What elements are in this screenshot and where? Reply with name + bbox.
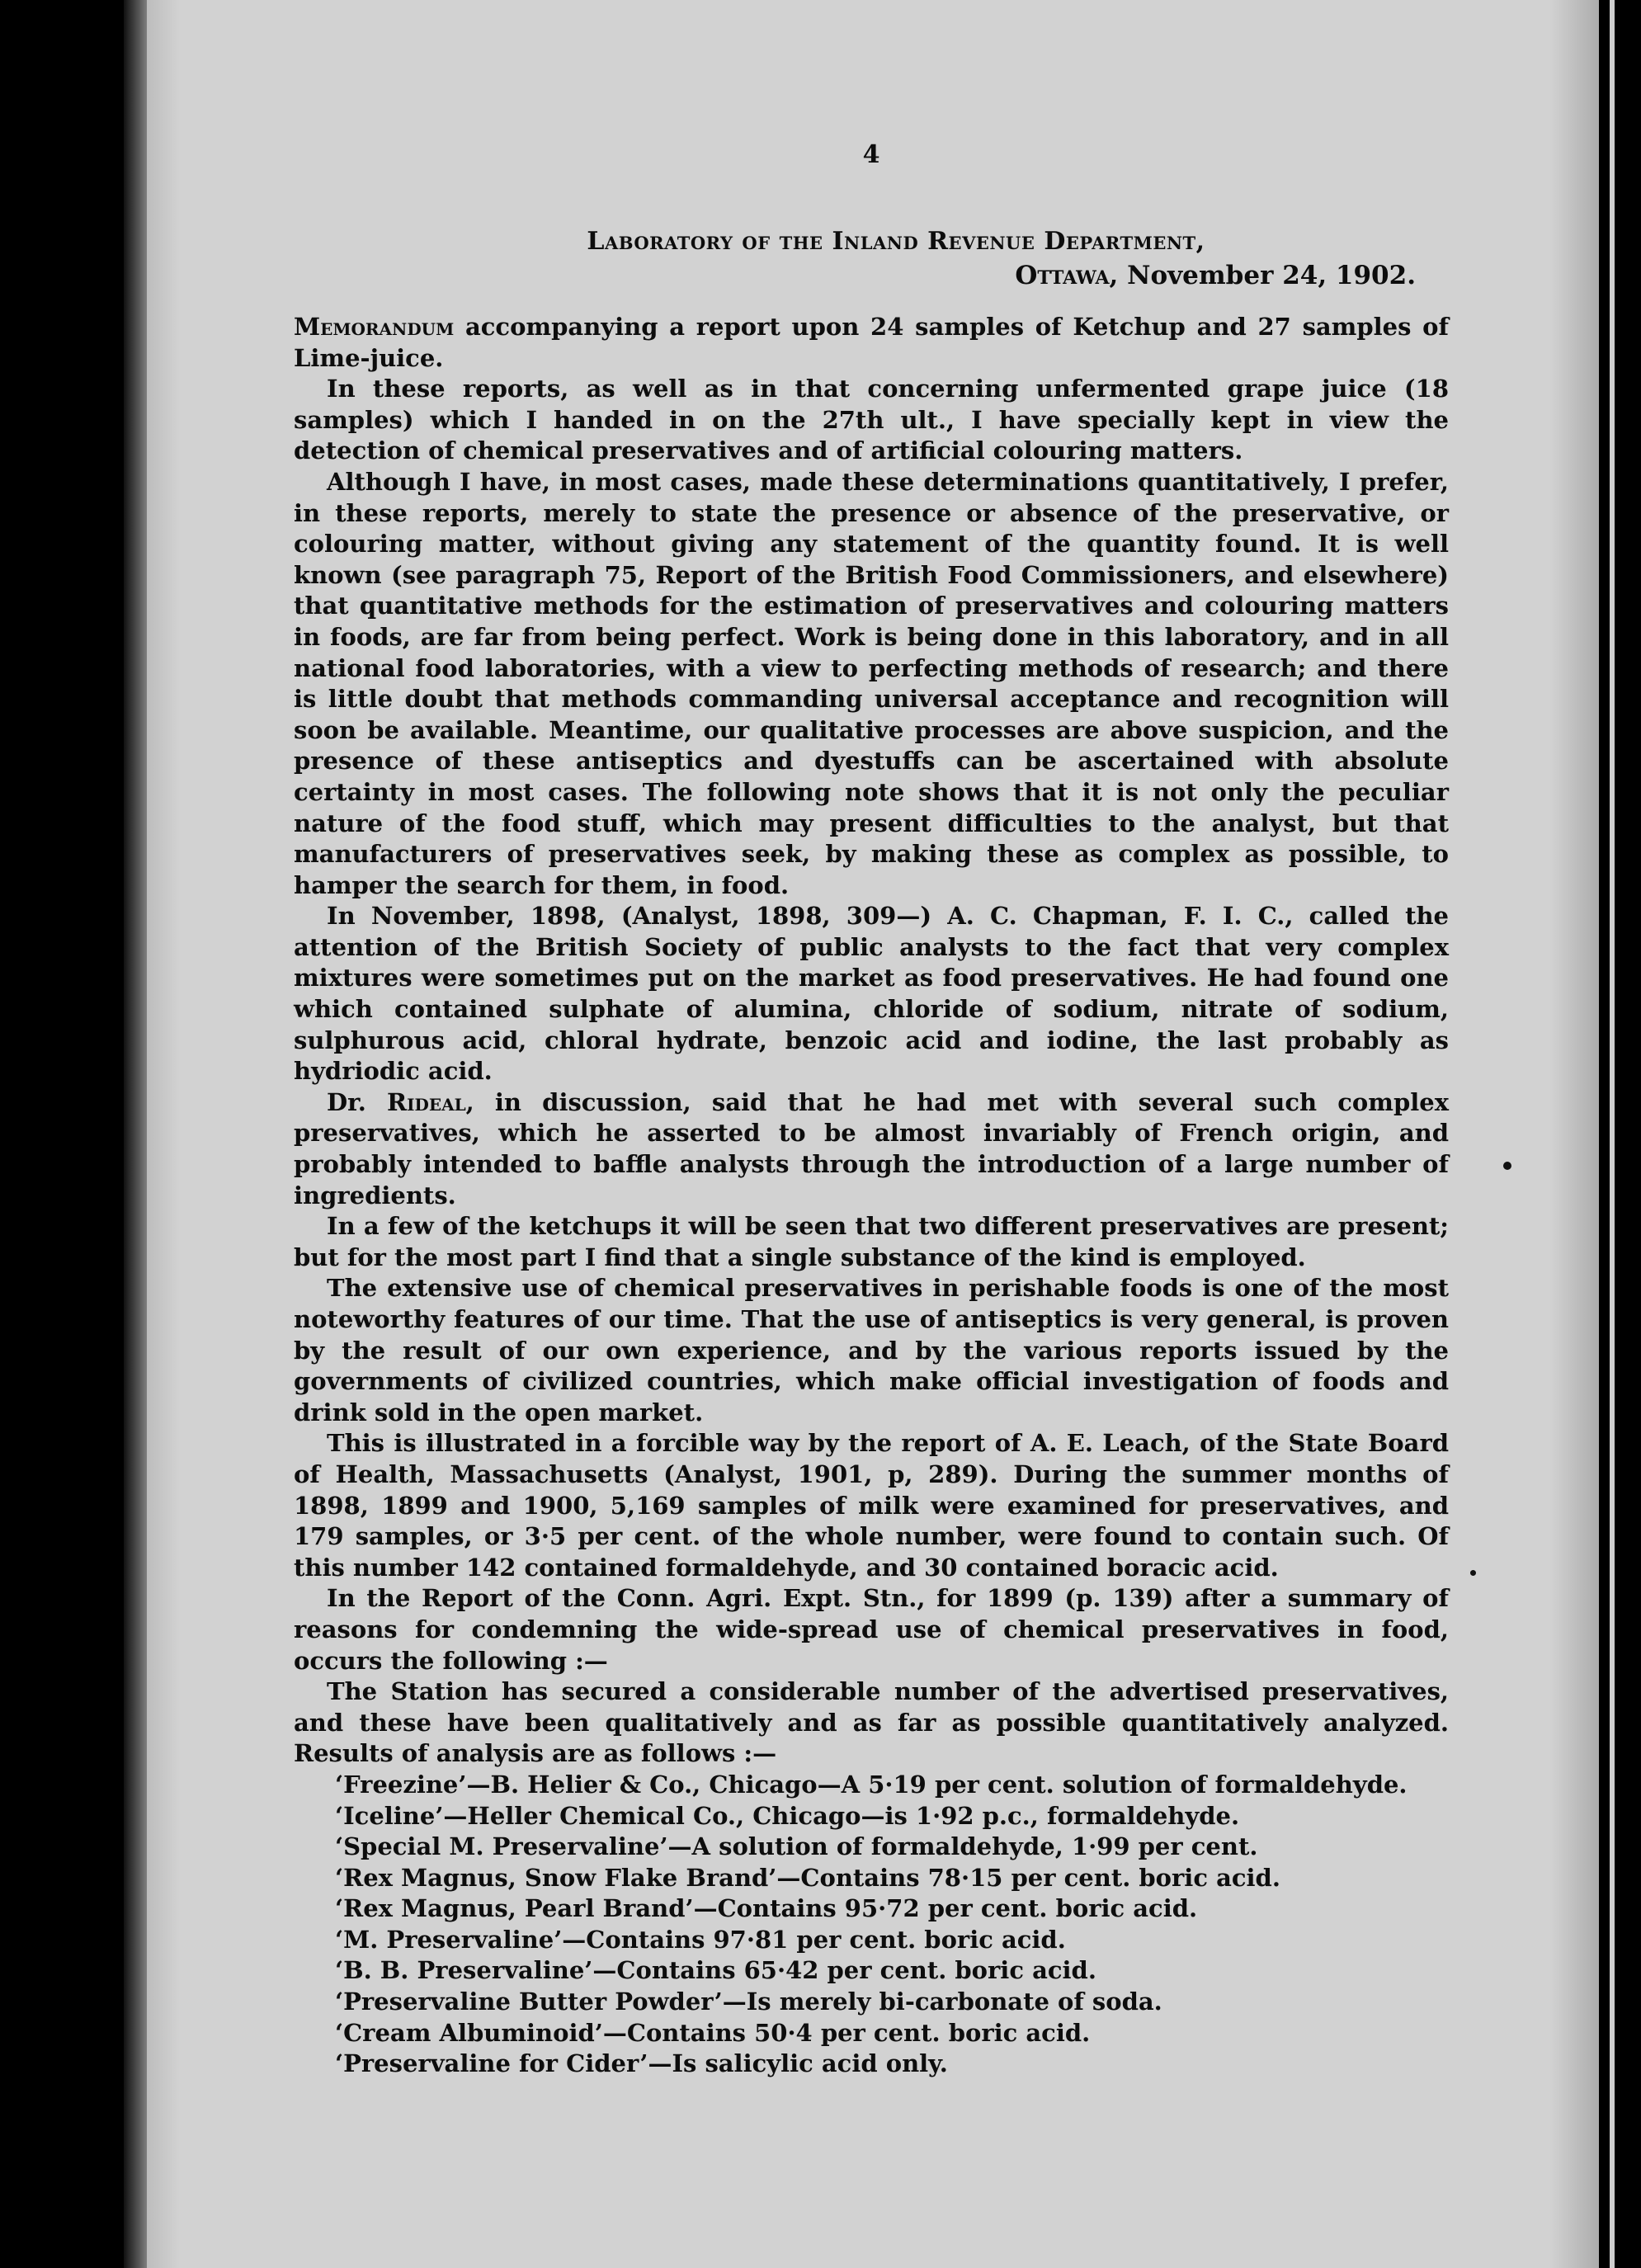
rideal-text: , in discussion, said that he had met with several such complex preservatives, which he asserted to be almost invariably of French origin, and probably intended to baffle analysts through the introduction of a large number of ingredients. — [294, 1087, 1449, 1209]
result-item: ‘Preservaline for Cider’—Is salicylic acid only. — [335, 2049, 948, 2078]
right-scan-border — [1599, 0, 1641, 2268]
result-item: ‘B. B. Preservaline’—Contains 65·42 per cent. boric acid. — [335, 1956, 1096, 1985]
rideal-name: Rideal — [387, 1087, 466, 1116]
paragraph-station: The Station has secured a considerable number of the advertised preservatives, and these have been qualitatively and as far as possible quantitatively analyzed. Results of analysis are as follows :— — [294, 1677, 1449, 1768]
paragraph-leach: This is illustrated in a forcible way by the report of A. E. Leach, of the State Board of Health, Massachusetts (Analyst, 1901, p, 289). During the summer months of 1898, 1899 and 1900, 5,169 samples of milk were examined for preservatives, and 179 samples, or 3·5 per cent. of the whole number, were found to contain such. Of this number 142 contained formaldehyde, and 30 contained boracic acid. — [294, 1429, 1449, 1582]
paragraph-chapman: In November, 1898, (Analyst, 1898, 309—) A. C. Chapman, F. I. C., called the attention of the British Society of public analysts to the fact that very complex mixtures were sometimes put on the market as food preservatives. He had found one which contained sulphate of alumina, chloride of sodium, nitrate of sodium, sulphurous acid, chloral hydrate, benzoic acid and iodine, the last probably as hydriodic acid. — [294, 902, 1449, 1086]
analysis-results-list — [294, 1770, 1449, 2080]
result-item: ‘M. Preservaline’—Contains 97·81 per cent. boric acid. — [335, 1925, 1066, 1954]
result-item: ‘Preservaline Butter Powder’—Is merely bi-carbonate of soda. — [335, 1987, 1162, 2016]
paragraph-reports: In these reports, as well as in that concerning unfermented grape juice (18 samples) which I handed in on the 27th ult., I have specially kept in view the detection of chemical preservatives and of artificial colouring matters. — [294, 375, 1449, 465]
result-item: ‘Cream Albuminoid’—Contains 50·4 per cent. boric acid. — [335, 2018, 1091, 2047]
result-item: ‘Special M. Preservaline’—A solution of formaldehyde, 1·99 per cent. — [335, 1832, 1258, 1861]
result-item: ‘Freezine’—B. Helier & Co., Chicago—A 5·19 per cent. solution of formaldehyde. — [335, 1770, 1408, 1799]
city-name: Ottawa — [1015, 261, 1110, 290]
page-number: 4 — [862, 140, 880, 169]
location-date — [294, 261, 1416, 290]
date-text: , November 24, 1902. — [1109, 261, 1416, 290]
memorandum-text: accompanying a report upon 24 samples of Ketchup and 27 samples of Lime-juice. — [294, 313, 1449, 372]
result-item: ‘Iceline’—Heller Chemical Co., Chicago—is 1·92 p.c., formaldehyde. — [335, 1801, 1240, 1830]
rideal-prefix: Dr. — [327, 1087, 388, 1116]
memorandum-paragraph — [294, 312, 1449, 374]
result-item: ‘Rex Magnus, Snow Flake Brand’—Contains 78·15 per cent. boric acid. — [335, 1863, 1280, 1892]
scan-border-line — [1610, 0, 1615, 2268]
paragraph-extensive-use: The extensive use of chemical preservatives in perishable foods is one of the most noteworthy features of our time. That the use of antiseptics is very general, is proven by the result of our own experience, and by the various reports issued by the governments of civilized countries, which make official investigation of foods and drink sold in the open market. — [294, 1274, 1449, 1426]
paragraph-ketchups: In a few of the ketchups it will be seen that two different preservatives are present; but for the most part I find that a single substance of the kind is employed. — [294, 1212, 1449, 1271]
ink-speck — [1470, 1570, 1476, 1576]
result-item: ‘Rex Magnus, Pearl Brand’—Contains 95·72 per cent. boric acid. — [335, 1894, 1198, 1923]
memorandum-lead: Memorandum — [294, 313, 455, 341]
left-page-edge — [124, 0, 149, 2268]
ink-speck — [1503, 1162, 1511, 1170]
laboratory-heading: Laboratory of the Inland Revenue Department, — [587, 227, 1205, 256]
paragraph-rideal — [294, 1087, 1449, 1211]
document-body — [294, 140, 1449, 2080]
paragraph-conn-report: In the Report of the Conn. Agri. Expt. Stn., for 1899 (p. 139) after a summary of reasons for condemning the wide-spread use of chemical preservatives in food, occurs the following :— — [294, 1584, 1449, 1675]
paragraph-quantitative: Although I have, in most cases, made these determinations quantitatively, I prefer, in these reports, merely to state the presence or absence of the preservative, or colouring matter, without giving any statement of the quantity found. It is well known (see paragraph 75, Report of the British Food Commissioners, and elsewhere) that quantitative methods for the estimation of preservatives and colouring matters in foods, are far from being perfect. Work is being done in this laboratory, and in all national food laboratories, with a view to perfecting methods of research; and there is little doubt that methods commanding universal acceptance and recognition will soon be available. Meantime, our qualitative processes are above suspicion, and the presence of these antiseptics and dyestuffs can be ascertained with absolute certainty in most cases. The following note shows that it is not only the peculiar nature of the food stuff, which may present difficulties to the analyst, but that manufacturers of preservatives seek, by making these as complex as possible, to hamper the search for them, in food. — [294, 467, 1449, 899]
